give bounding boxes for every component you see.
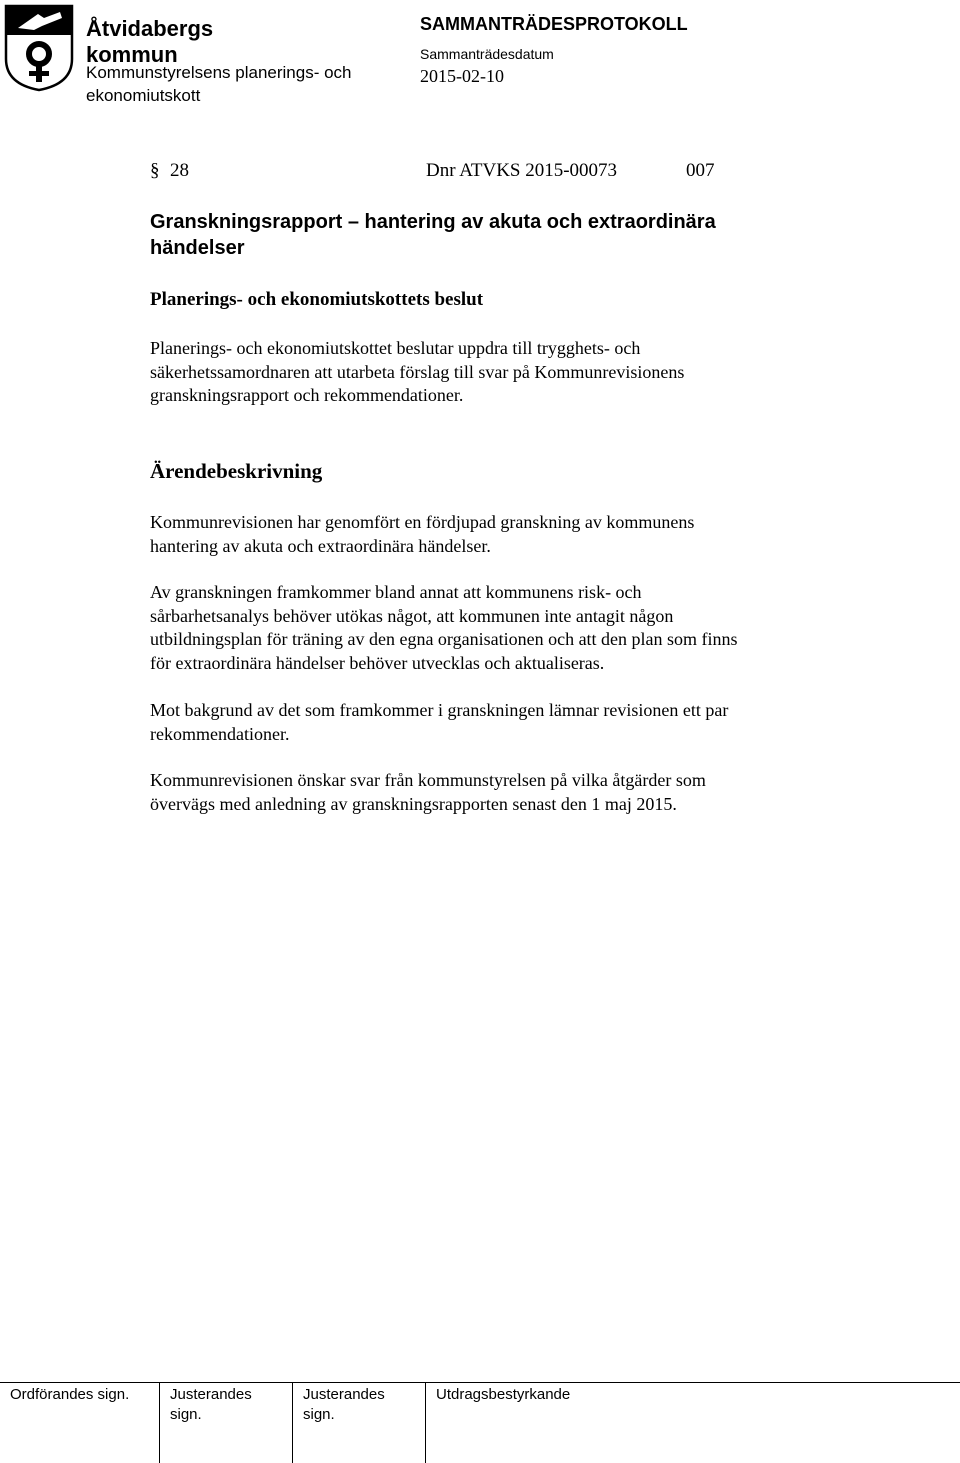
paragraph-line: Mot bakgrund av det som framkommer i granskningen lämnar revisionen ett par (150, 700, 729, 720)
department-name-line2: ekonomiutskott (86, 86, 201, 105)
paragraph-line: övervägs med anledning av granskningsrapporten senast den 1 maj 2015. (150, 793, 677, 814)
description-paragraph (150, 581, 830, 675)
paragraph-line: Av granskningen framkommer bland annat att kommunens risk- och (150, 582, 642, 602)
footer-adjuster1-label: Justerandes (170, 1386, 252, 1403)
description-section (150, 459, 830, 484)
decision-line: granskningsrapport och rekommendationer. (150, 385, 464, 405)
footer-extract-label: Utdragsbestyrkande (436, 1386, 571, 1403)
footer-adjuster2-sign: sign. (303, 1406, 335, 1423)
footer-extract-certification (426, 1383, 960, 1463)
paragraph-line: Kommunrevisionen har genomfört en fördjupad granskning av kommunens (150, 512, 695, 532)
decision-text (150, 337, 830, 408)
footer-chair-label: Ordförandes sign. (10, 1386, 130, 1403)
description-paragraph (150, 769, 830, 816)
archive-code: 007 (686, 160, 715, 181)
paragraph-line: sårbarhetsanalys behöver utökas något, att kommunen inte antagit någon (150, 605, 674, 626)
paragraph-line: Kommunrevisionen önskar svar från kommunstyrelsen på vilka åtgärder som (150, 770, 706, 790)
department-name-line1: Kommunstyrelsens planerings- och (86, 63, 352, 82)
paragraph-line: rekommendationer. (150, 723, 290, 744)
document-title-line1: Granskningsrapport – hantering av akuta och extraordinära (150, 211, 716, 233)
decision-line: Planerings- och ekonomiutskottet beslutar uppdra till trygghets- och (150, 338, 641, 358)
footer-adjuster2-signature (293, 1383, 426, 1463)
decision-section (150, 289, 830, 311)
description-heading: Ärendebeskrivning (150, 459, 323, 483)
footer-adjuster2-label: Justerandes (303, 1386, 385, 1403)
meeting-date-label: Sammanträdesdatum (420, 46, 554, 62)
document-type: SAMMANTRÄDESPROTOKOLL (420, 14, 688, 34)
organization-name-line2: kommun (86, 42, 178, 67)
meeting-date-value: 2015-02-10 (420, 66, 504, 86)
paragraph-reference (150, 160, 715, 182)
document-title-line2: händelser (150, 237, 245, 259)
footer-chair-signature (0, 1383, 160, 1463)
paragraph-number: 28 (170, 160, 189, 181)
diary-number: Dnr ATVKS 2015-00073 (426, 160, 618, 181)
description-paragraph (150, 699, 830, 746)
document-title (150, 209, 830, 261)
footer-adjuster1-signature (160, 1383, 293, 1463)
paragraph-line: utbildningsplan för träning av den egna organisationen och att den plan som finns (150, 629, 738, 649)
paragraph-line: för extraordinära händelser behöver utvecklas och aktualiseras. (150, 652, 605, 673)
footer-adjuster1-sign: sign. (170, 1406, 202, 1423)
municipal-coat-of-arms-icon (4, 4, 74, 92)
decision-heading: Planerings- och ekonomiutskottets beslut (150, 289, 484, 310)
section-sign: § (150, 160, 160, 181)
organization-name-line1: Åtvidabergs (86, 16, 214, 41)
decision-line: säkerhetssamordnaren att utarbeta förslag till svar på Kommunrevisionens (150, 361, 685, 382)
paragraph-line: hantering av akuta och extraordinära händelser. (150, 535, 491, 556)
description-paragraph (150, 511, 830, 558)
department-name (86, 61, 352, 107)
